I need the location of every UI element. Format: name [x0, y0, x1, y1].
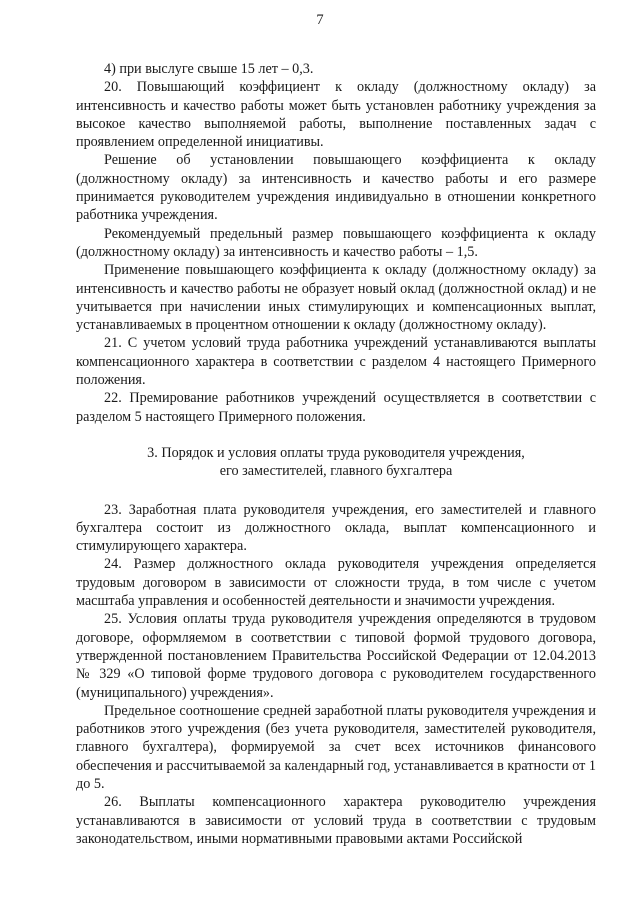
paragraph: Применение повышающего коэффициента к окладу (должностному окладу) за интенсивность и качество работы не образует новый оклад (должностной оклад) и не учитывается при начислении иных стимулирующих и компенсационных выплат, устанавливаемых в процентном отношении к окладу (должностному окладу). — [76, 262, 596, 334]
document-body — [76, 60, 596, 848]
section-heading-line: 3. Порядок и условия оплаты труда руководителя учреждения, — [147, 444, 525, 461]
paragraph: 21. С учетом условий труда работника учреждений устанавливаются выплаты компенсационного характера в соответствии с разделом 4 настоящего Примерного положения. — [76, 335, 596, 389]
paragraph: 4) при выслуге свыше 15 лет – 0,3. — [104, 61, 314, 77]
section-heading-line: его заместителей, главного бухгалтера — [219, 463, 453, 480]
paragraph: 23. Заработная плата руководителя учреждения, его заместителей и главного бухгалтера состоит из должностного оклада, выплат компенсационного и стимулирующего характера. — [76, 501, 596, 555]
paragraph: Решение об установлении повышающего коэффициента к окладу (должностному окладу) за интенсивность и качество работы и его размере принимается руководителем учреждения индивидуально в отношении конкретного работника учреждения. — [76, 152, 596, 224]
paragraph: Рекомендуемый предельный размер повышающего коэффициента к окладу (должностному окладу) за интенсивность и качество работы – 1,5. — [76, 225, 596, 260]
paragraph: 20. Повышающий коэффициент к окладу (должностному окладу) за интенсивность и качество работы может быть установлен работнику учреждения за высокое качество выполняемой работы, выполнение поставленных задач с проявлением определенной инициативы. — [76, 79, 596, 151]
page-number: 7 — [316, 12, 324, 28]
section-heading — [76, 444, 596, 481]
paragraph: 24. Размер должностного оклада руководителя учреждения определяется трудовым договором в зависимости от сложности труда, в том числе с учетом масштаба управления и особенностей деятельности и значимости учреждения. — [76, 556, 596, 610]
paragraph: 26. Выплаты компенсационного характера руководителю учреждения устанавливаются в зависимости от условий труда в соответствии с трудовым законодательством, иными нормативными правовыми актами Российской — [76, 794, 596, 847]
paragraph: 22. Премирование работников учреждений осуществляется в соответствии с разделом 5 настоящего Примерного положения. — [76, 390, 596, 425]
paragraph: Предельное соотношение средней заработной платы руководителя учреждения и работников этого учреждения (без учета руководителя, заместителей руководителя, главного бухгалтера), формируемой за счет всех источников финансового обеспечения и рассчитываемой за календарный год, устанавливается в кратности от 1 до 5. — [76, 702, 596, 792]
paragraph: 25. Условия оплаты труда руководителя учреждения определяются в трудовом договоре, оформляемом в соответствии с типовой формой трудового договора, утвержденной постановлением Правительства Российской Федерации от 12.04.2013 № 329 «О типовой форме трудового договора с руководителем государственного (муниципального) учреждения». — [76, 611, 596, 701]
